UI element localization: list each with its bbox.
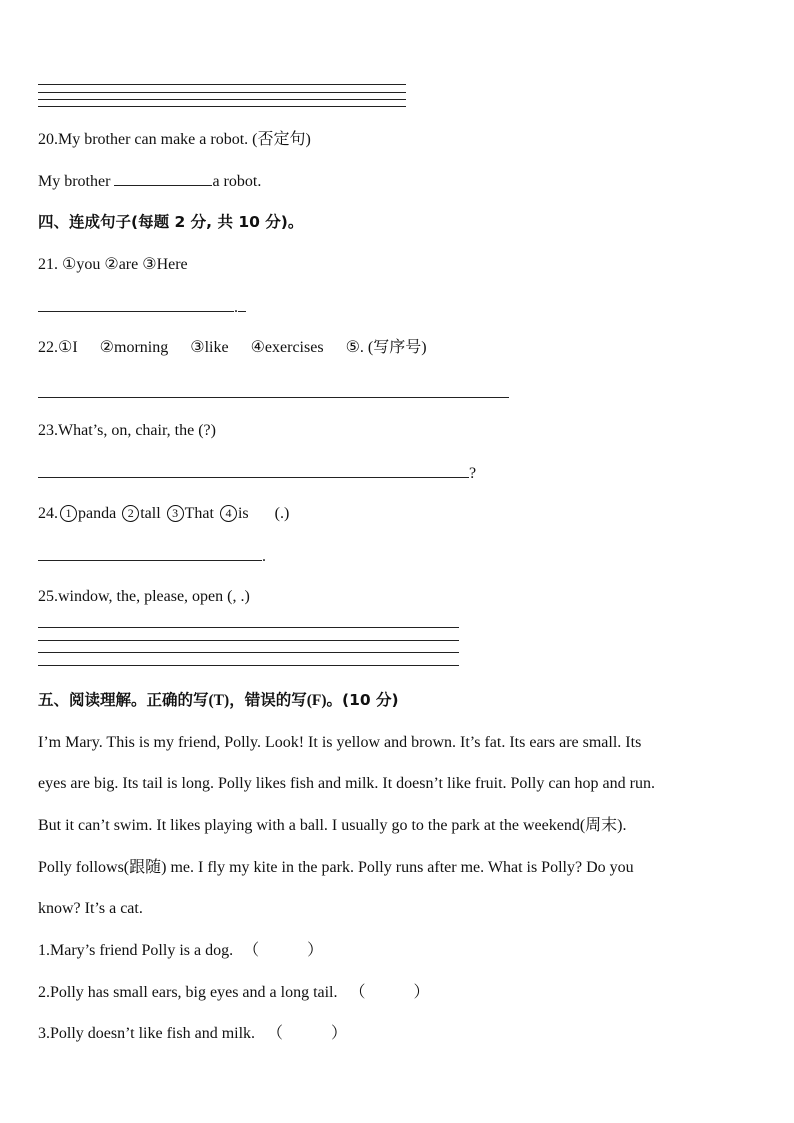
- question-24-answer: [38, 546, 266, 567]
- answer-blank: [238, 297, 246, 312]
- answer-suffix: a robot.: [212, 173, 262, 190]
- answer-blank[interactable]: [114, 171, 212, 186]
- period: .: [234, 299, 238, 316]
- word: panda: [78, 505, 117, 522]
- answer-bracket[interactable]: （ ）: [349, 984, 430, 1001]
- punctuation-hint: (.): [274, 505, 290, 522]
- circled-number: ③: [190, 339, 205, 356]
- circled-number: 4: [220, 505, 237, 522]
- answer-line[interactable]: [38, 627, 459, 628]
- word: That: [184, 505, 214, 522]
- answer-line[interactable]: [38, 665, 459, 666]
- circled-number: 2: [122, 505, 139, 522]
- answer-blank[interactable]: [38, 546, 262, 561]
- question-number: 21.: [38, 256, 62, 273]
- circled-number: ⑤: [345, 339, 360, 356]
- word: tall: [140, 505, 161, 522]
- answer-line[interactable]: [38, 397, 509, 398]
- passage-line: But it can’t swim. It likes playing with a ball. I usually go to the park at the weekend(周末).: [38, 817, 627, 834]
- question-20-prompt: 20.My brother can make a robot. (否定句): [38, 131, 311, 148]
- word: you: [76, 256, 101, 273]
- word: is: [237, 505, 249, 522]
- question-25-prompt: 25.window, the, please, open (, .): [38, 588, 250, 605]
- answer-bracket[interactable]: （ ）: [267, 1025, 348, 1042]
- circled-number: ②: [104, 256, 119, 273]
- circled-number: ①: [62, 256, 77, 273]
- question-22-prompt: [38, 338, 427, 358]
- circled-number: ①: [58, 339, 73, 356]
- passage-line: Polly follows(跟随) me. I fly my kite in the park. Polly runs after me. What is Polly? Do you: [38, 859, 634, 876]
- circled-number: 1: [60, 505, 77, 522]
- word: exercises: [264, 339, 324, 356]
- section-4-heading: 四、连成句子(每题 2 分, 共 10 分)。: [38, 213, 304, 231]
- circled-number: ③: [142, 256, 157, 273]
- answer-line[interactable]: [38, 640, 459, 641]
- answer-line: [38, 106, 406, 107]
- answer-prefix: My brother: [38, 173, 115, 190]
- word: are: [118, 256, 139, 273]
- period: .: [262, 548, 266, 565]
- answer-line: [38, 84, 406, 85]
- question-23-prompt: 23.What’s, on, chair, the (?): [38, 422, 216, 439]
- answer-line: [38, 99, 406, 100]
- answer-line: [38, 92, 406, 93]
- word: like: [204, 339, 229, 356]
- question-number: 24.: [38, 505, 58, 522]
- statement-3: 3.Polly doesn’t like fish and milk. （ ）: [38, 1025, 348, 1042]
- question-21-answer: [38, 297, 246, 318]
- circled-number: 3: [167, 505, 184, 522]
- word: . (写序号): [359, 339, 427, 356]
- word: morning: [114, 339, 169, 356]
- passage-line: eyes are big. Its tail is long. Polly likes fish and milk. It doesn’t like fruit. Polly can hop and run.: [38, 775, 655, 792]
- statement-2: 2.Polly has small ears, big eyes and a long tail. （ ）: [38, 984, 430, 1001]
- answer-blank[interactable]: [38, 463, 469, 478]
- question-20-answer: [38, 171, 261, 192]
- question-number: 22.: [38, 339, 58, 356]
- answer-line[interactable]: [38, 652, 459, 653]
- question-21-prompt: [38, 255, 188, 275]
- passage-line: know? It’s a cat.: [38, 900, 143, 917]
- section-5-heading: 五、阅读理解。正确的写(T)，错误的写(F)。(10 分): [38, 691, 399, 709]
- circled-number: ④: [250, 339, 265, 356]
- answer-bracket[interactable]: （ ）: [243, 942, 324, 959]
- question-mark: ?: [469, 465, 477, 482]
- question-24-prompt: [38, 504, 289, 524]
- word: Here: [156, 256, 188, 273]
- word: I: [72, 339, 78, 356]
- answer-blank[interactable]: [38, 297, 234, 312]
- passage-line: I’m Mary. This is my friend, Polly. Look! It is yellow and brown. It’s fat. Its ears are small. Its: [38, 734, 642, 751]
- statement-1: 1.Mary’s friend Polly is a dog. （ ）: [38, 942, 324, 959]
- question-23-answer: [38, 463, 476, 484]
- circled-number: ②: [99, 339, 115, 356]
